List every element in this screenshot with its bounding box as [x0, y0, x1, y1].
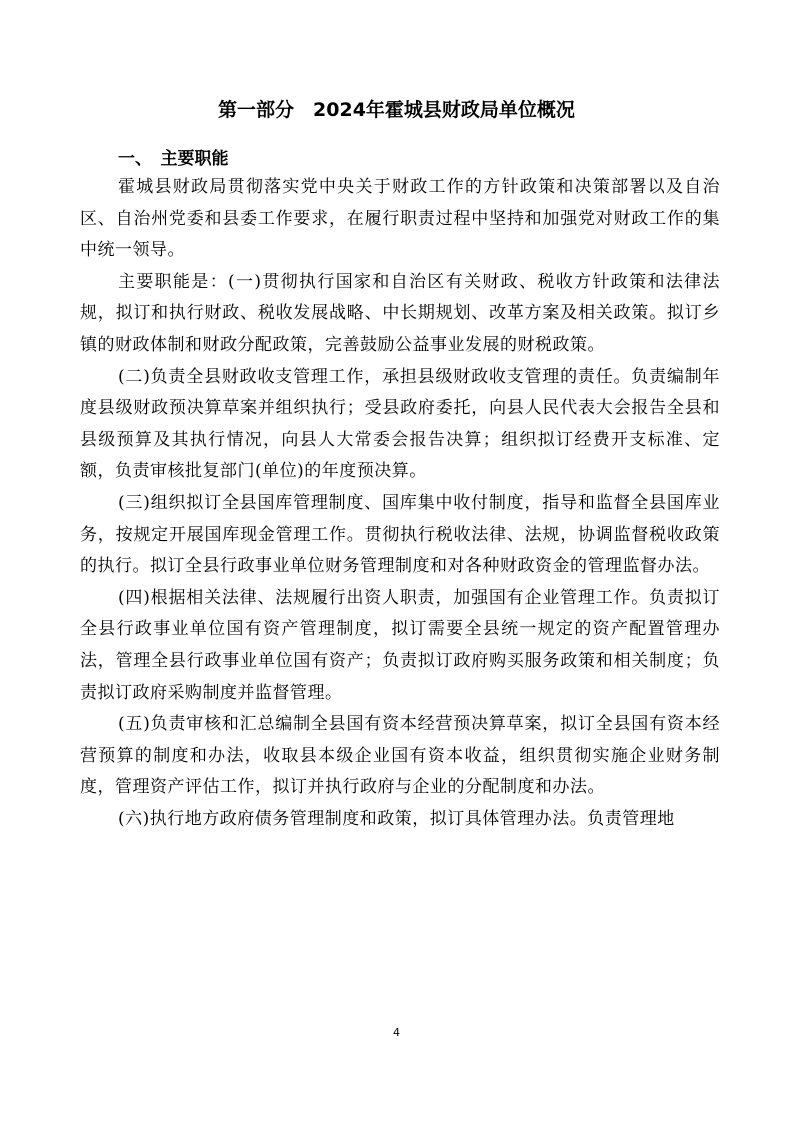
paragraph: (六)执行地方政府债务管理制度和政策，拟订具体管理办法。负责管理地 [118, 808, 675, 829]
paragraph: (四)根据相关法律、法规履行出资人职责，加强国有企业管理工作。负责拟订全县行政事业单位国有资产管理制度，拟订需要全县统一规定的资产配置管理办法，管理全县行政事业单位国有资产；负责拟订政府购买服务政策和相关制度；负责拟订政府采购制度并监督管理。 [80, 587, 720, 703]
paragraph: 霍城县财政局贯彻落实党中央关于财政工作的方针政策和决策部署以及自治区、自治州党委和县委工作要求，在履行职责过程中坚持和加强党对财政工作的集中统一领导。 [80, 177, 720, 261]
body-text [80, 172, 720, 835]
paragraph: (五)负责审核和汇总编制全县国有资本经营预决算草案，拟订全县国有资本经营预算的制度和办法，收取县本级企业国有资本收益，组织贯彻实施企业财务制度，管理资产评估工作，拟订并执行政府与企业的分配制度和办法。 [80, 714, 720, 798]
page-title: 第一部分 2024年霍城县财政局单位概况 [218, 99, 575, 121]
section-heading: 一、 主要职能 [118, 149, 229, 169]
paragraph: 主要职能是：(一)贯彻执行国家和自治区有关财政、税收方针政策和法律法规，拟订和执行财政、税收发展战略、中长期规划、改革方案及相关政策。拟订乡镇的财政体制和财政分配政策，完善鼓励公益事业发展的财税政策。 [80, 271, 720, 355]
page-number: 4 [393, 1026, 400, 1039]
paragraph: (三)组织拟订全县国库管理制度、国库集中收付制度，指导和监督全县国库业务，按规定开展国库现金管理工作。贯彻执行税收法律、法规，协调监督税收政策的执行。拟订全县行政事业单位财务管理制度和对各种财政资金的管理监督办法。 [80, 492, 720, 577]
paragraph: (二)负责全县财政收支管理工作，承担县级财政收支管理的责任。负责编制年度县级财政预决算草案并组织执行；受县政府委托，向县人民代表大会报告全县和县级预算及其执行情况，向县人大常委会报告决算；组织拟订经费开支标准、定额，负责审核批复部门(单位)的年度预决算。 [80, 366, 720, 482]
